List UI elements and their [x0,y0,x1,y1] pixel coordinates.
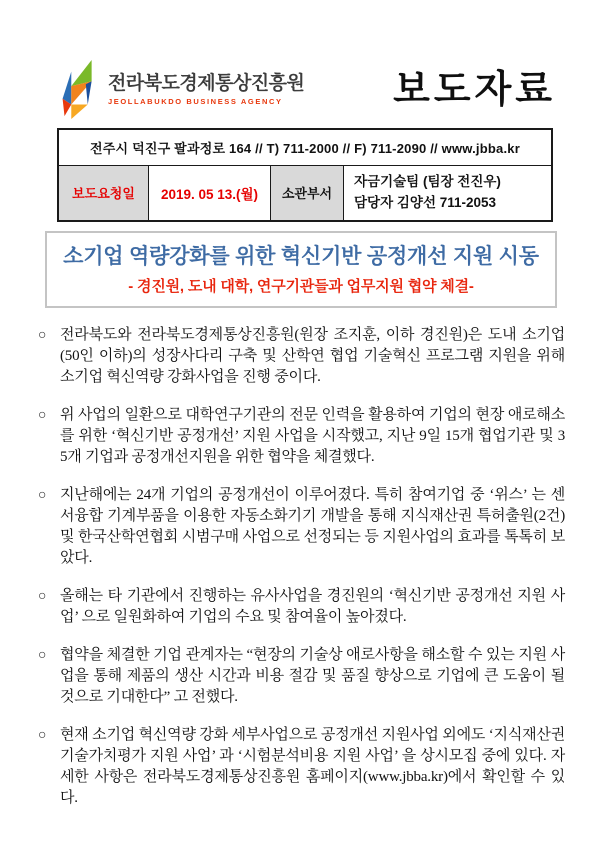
paragraph-text: 위 사업의 일환으로 대학연구기관의 전문 인력을 활용하여 기업의 현장 애로해소를 위한 ‘혁신기반 공정개선’ 지원 사업을 시작했고, 지난 9일 15개 협업기관 및 35개 기업과 공정개선지원을 위한 협약을 체결했다. [60,407,565,466]
paragraph-text: 올해는 타 기관에서 진행하는 유사사업을 경진원의 ‘혁신기반 공정개선 지원 사업’ 으로 일원화하여 기업의 수요 및 참여율이 높아졌다. [60,588,565,626]
circle-bullet-icon: ○ [38,648,47,664]
agency-name-korean: 전라북도경제통상진흥원 [108,72,305,94]
paragraph [38,586,565,628]
press-detail-row [59,166,551,220]
agency-brand [60,60,304,120]
paragraph-text: 현재 소기업 혁신역량 강화 세부사업으로 공정개선 지원사업 외에도 ‘지식재산권 기술가치평가 지원 사업’ 과 ‘시험분석비용 지원 사업’ 을 상시모집 중에 있다. 자세한 사항은 전라북도경제통상진흥원 홈페이지(www.jbba.kr)에서 확인할 수 있다. [60,727,565,807]
circle-bullet-icon: ○ [38,328,47,344]
agency-address-line: 전주시 덕진구 팔과정로 164 // T) 711-2000 // F) 711-2090 // www.jbba.kr [59,130,551,166]
paragraph [38,645,565,708]
paragraph-text: 지난해에는 24개 기업의 공정개선이 이루어졌다. 특히 참여기업 중 ‘위스’ 는 센서융합 기계부품을 이용한 자동소화기기 개발을 통해 지식재산권 특허출원(2건) 및 한국산학연협회 시범구매 사업으로 선정되는 등 지원사업의 효과를 톡톡히 보았다. [60,487,565,567]
paragraph [38,485,565,569]
agency-name-block [108,74,304,107]
agency-name-english: JEOLLABUKDO BUSINESS AGENCY [108,97,283,107]
paragraph [38,325,565,388]
request-date-value: 2019. 05 13.(월) [149,166,271,220]
department-team-line: 자금기술팀 (팀장 전진우) [354,174,501,189]
circle-bullet-icon: ○ [38,488,47,504]
agency-logo-icon [60,60,100,120]
paragraph-text: 전라북도와 전라북도경제통상진흥원(원장 조지훈, 이하 경진원)은 도내 소기업 (50인 이하)의 성장사다리 구축 및 산학연 협업 기술혁신 프로그램 지원을 위해 소기업 혁신역량 강화사업을 진행 중이다. [60,327,565,386]
headline-subtitle: - 경진원, 도내 대학, 연구기관들과 업무지원 협약 체결- [128,278,474,296]
headline-title: 소기업 역량강화를 위한 혁신기반 공정개선 지원 시동 [63,244,539,268]
department-contact [344,166,551,220]
header [60,60,556,120]
request-date-label: 보도요청일 [59,166,149,220]
circle-bullet-icon: ○ [38,728,47,744]
document-type-title: 보도자료 [393,69,556,111]
contact-info-table [57,128,553,222]
department-manager-line: 담당자 김양선 711-2053 [354,194,497,210]
paragraph-text: 협약을 체결한 기업 관계자는 “현장의 기술상 애로사항을 해소할 수 있는 지원 사업을 통해 제품의 생산 시간과 비용 절감 및 품질 향상으로 기업에 큰 도움이 될 것으로 기대한다” 고 전했다. [60,647,565,706]
paragraph [38,725,565,809]
department-label: 소관부서 [271,166,344,220]
headline-box [45,231,557,308]
paragraph [38,405,565,468]
circle-bullet-icon: ○ [38,589,47,605]
circle-bullet-icon: ○ [38,408,47,424]
article-body [38,325,565,809]
